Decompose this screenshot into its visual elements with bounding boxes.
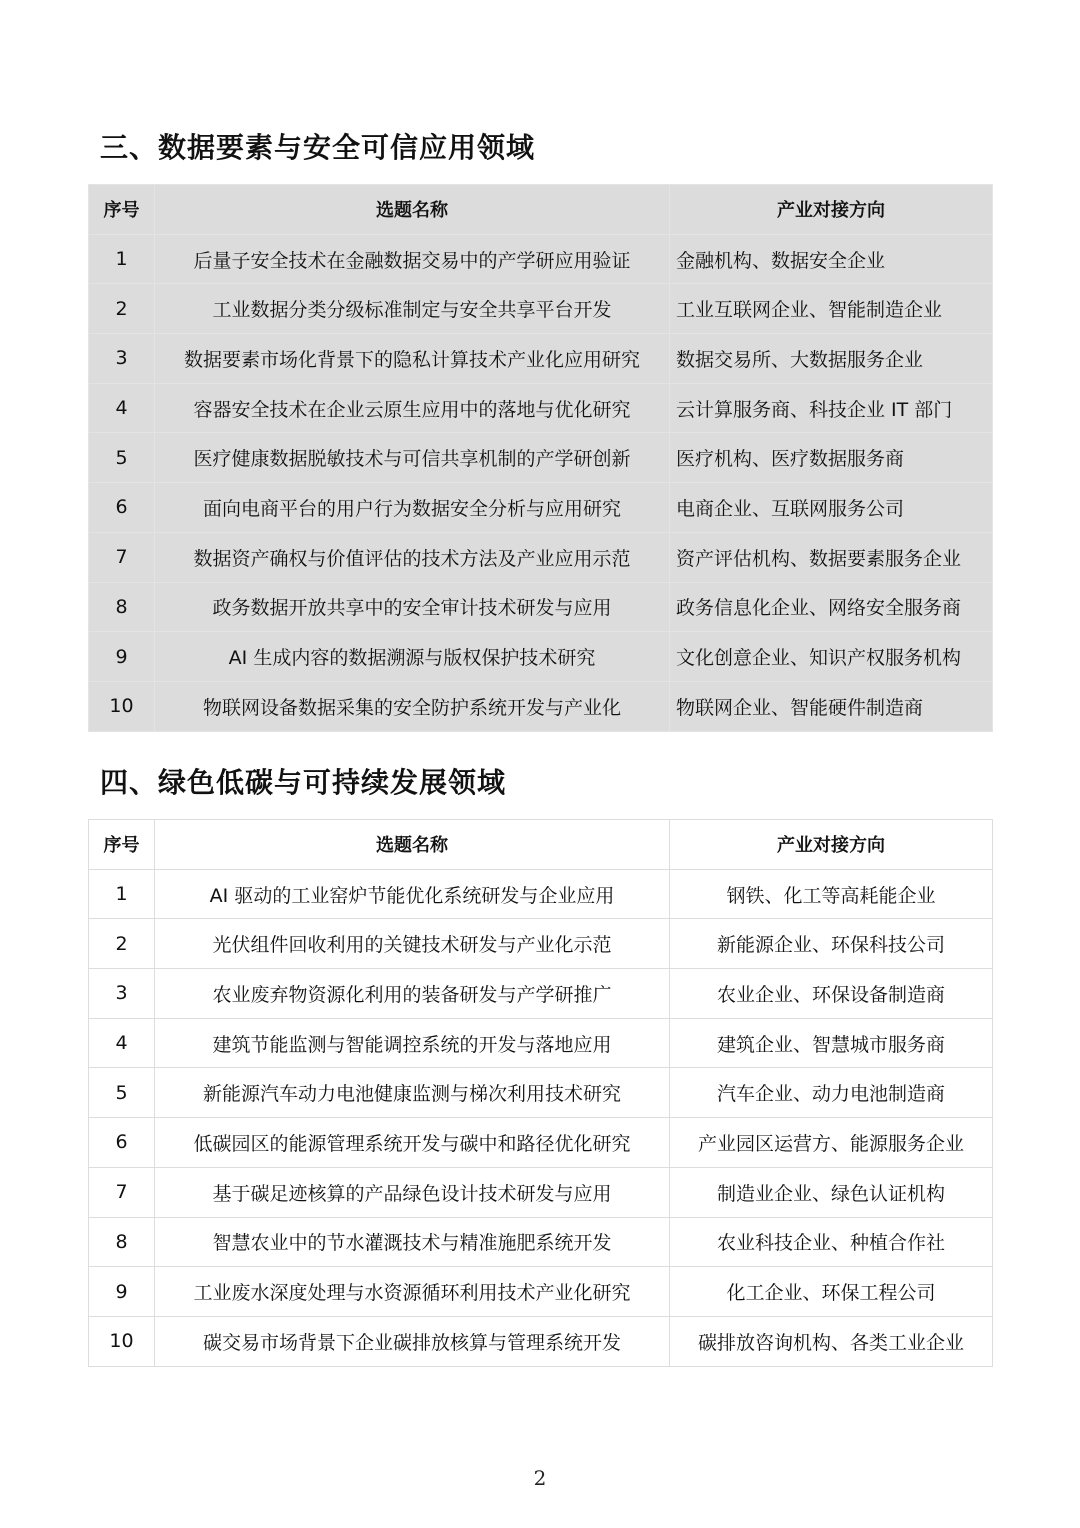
- row-topic: 物联网设备数据采集的安全防护系统开发与产业化: [155, 681, 670, 731]
- row-number: 6: [89, 483, 155, 533]
- row-industry: 汽车企业、动力电池制造商: [670, 1068, 993, 1118]
- row-topic: 面向电商平台的用户行为数据安全分析与应用研究: [155, 483, 670, 533]
- row-industry: 碳排放咨询机构、各类工业企业: [670, 1316, 993, 1366]
- row-industry: 农业企业、环保设备制造商: [670, 969, 993, 1019]
- row-number: 9: [89, 1267, 155, 1317]
- table-row: [89, 234, 993, 284]
- table-row: [89, 1018, 993, 1068]
- table-header-row: [89, 185, 993, 235]
- row-number: 10: [89, 681, 155, 731]
- row-number: 10: [89, 1316, 155, 1366]
- row-number: 5: [89, 1068, 155, 1118]
- row-number: 4: [89, 1018, 155, 1068]
- table-row: [89, 433, 993, 483]
- row-number: 1: [89, 234, 155, 284]
- table-row: [89, 969, 993, 1019]
- table-row: [89, 919, 993, 969]
- row-industry: 电商企业、互联网服务公司: [670, 483, 993, 533]
- table-row: [89, 532, 993, 582]
- table-row: [89, 1118, 993, 1168]
- row-topic: 后量子安全技术在金融数据交易中的产学研应用验证: [155, 234, 670, 284]
- table-row: [89, 1267, 993, 1317]
- table-header-row: [89, 820, 993, 870]
- row-industry: 工业互联网企业、智能制造企业: [670, 284, 993, 334]
- table-row: [89, 1316, 993, 1366]
- row-topic: 光伏组件回收利用的关键技术研发与产业化示范: [155, 919, 670, 969]
- row-topic: 医疗健康数据脱敏技术与可信共享机制的产学研创新: [155, 433, 670, 483]
- row-industry: 金融机构、数据安全企业: [670, 234, 993, 284]
- section-title-green-low-carbon: 四、绿色低碳与可持续发展领域: [100, 766, 507, 799]
- row-number: 8: [89, 1217, 155, 1267]
- row-industry: 物联网企业、智能硬件制造商: [670, 681, 993, 731]
- row-topic: 容器安全技术在企业云原生应用中的落地与优化研究: [155, 383, 670, 433]
- row-number: 5: [89, 433, 155, 483]
- topic-table-data-security: [88, 184, 993, 732]
- header-topic: 选题名称: [155, 185, 670, 235]
- row-number: 2: [89, 919, 155, 969]
- row-industry: 政务信息化企业、网络安全服务商: [670, 582, 993, 632]
- row-industry: 数据交易所、大数据服务企业: [670, 334, 993, 384]
- row-industry: 农业科技企业、种植合作社: [670, 1217, 993, 1267]
- header-industry: 产业对接方向: [670, 820, 993, 870]
- row-number: 2: [89, 284, 155, 334]
- table-row: [89, 1217, 993, 1267]
- row-topic: 智慧农业中的节水灌溉技术与精准施肥系统开发: [155, 1217, 670, 1267]
- row-number: 1: [89, 869, 155, 919]
- row-industry: 化工企业、环保工程公司: [670, 1267, 993, 1317]
- table-row: [89, 483, 993, 533]
- row-topic: 数据资产确权与价值评估的技术方法及产业应用示范: [155, 532, 670, 582]
- row-number: 3: [89, 969, 155, 1019]
- row-number: 7: [89, 1167, 155, 1217]
- table-row: [89, 869, 993, 919]
- header-number: 序号: [89, 185, 155, 235]
- row-topic: 工业废水深度处理与水资源循环利用技术产业化研究: [155, 1267, 670, 1317]
- table-row: [89, 383, 993, 433]
- table-row: [89, 632, 993, 682]
- row-industry: 云计算服务商、科技企业 IT 部门: [670, 383, 993, 433]
- row-number: 6: [89, 1118, 155, 1168]
- row-topic: 新能源汽车动力电池健康监测与梯次利用技术研究: [155, 1068, 670, 1118]
- table-row: [89, 1167, 993, 1217]
- row-topic: 低碳园区的能源管理系统开发与碳中和路径优化研究: [155, 1118, 670, 1168]
- row-number: 9: [89, 632, 155, 682]
- row-topic: AI 生成内容的数据溯源与版权保护技术研究: [155, 632, 670, 682]
- row-number: 8: [89, 582, 155, 632]
- row-topic: 政务数据开放共享中的安全审计技术研发与应用: [155, 582, 670, 632]
- row-topic: 建筑节能监测与智能调控系统的开发与落地应用: [155, 1018, 670, 1068]
- header-number: 序号: [89, 820, 155, 870]
- row-topic: 基于碳足迹核算的产品绿色设计技术研发与应用: [155, 1167, 670, 1217]
- header-industry: 产业对接方向: [670, 185, 993, 235]
- row-topic: 数据要素市场化背景下的隐私计算技术产业化应用研究: [155, 334, 670, 384]
- row-topic: 农业废弃物资源化利用的装备研发与产学研推广: [155, 969, 670, 1019]
- table-row: [89, 681, 993, 731]
- row-number: 7: [89, 532, 155, 582]
- table-row: [89, 582, 993, 632]
- table-row: [89, 1068, 993, 1118]
- row-number: 4: [89, 383, 155, 433]
- section-title-data-security: 三、数据要素与安全可信应用领域: [100, 131, 536, 164]
- page-number: 2: [533, 1466, 547, 1490]
- table-row: [89, 284, 993, 334]
- row-topic: AI 驱动的工业窑炉节能优化系统研发与企业应用: [155, 869, 670, 919]
- header-topic: 选题名称: [155, 820, 670, 870]
- row-industry: 文化创意企业、知识产权服务机构: [670, 632, 993, 682]
- row-industry: 新能源企业、环保科技公司: [670, 919, 993, 969]
- topic-table-green-low-carbon: [88, 819, 993, 1367]
- row-topic: 碳交易市场背景下企业碳排放核算与管理系统开发: [155, 1316, 670, 1366]
- row-industry: 医疗机构、医疗数据服务商: [670, 433, 993, 483]
- row-industry: 制造业企业、绿色认证机构: [670, 1167, 993, 1217]
- row-industry: 产业园区运营方、能源服务企业: [670, 1118, 993, 1168]
- row-topic: 工业数据分类分级标准制定与安全共享平台开发: [155, 284, 670, 334]
- row-number: 3: [89, 334, 155, 384]
- row-industry: 建筑企业、智慧城市服务商: [670, 1018, 993, 1068]
- row-industry: 资产评估机构、数据要素服务企业: [670, 532, 993, 582]
- table-row: [89, 334, 993, 384]
- row-industry: 钢铁、化工等高耗能企业: [670, 869, 993, 919]
